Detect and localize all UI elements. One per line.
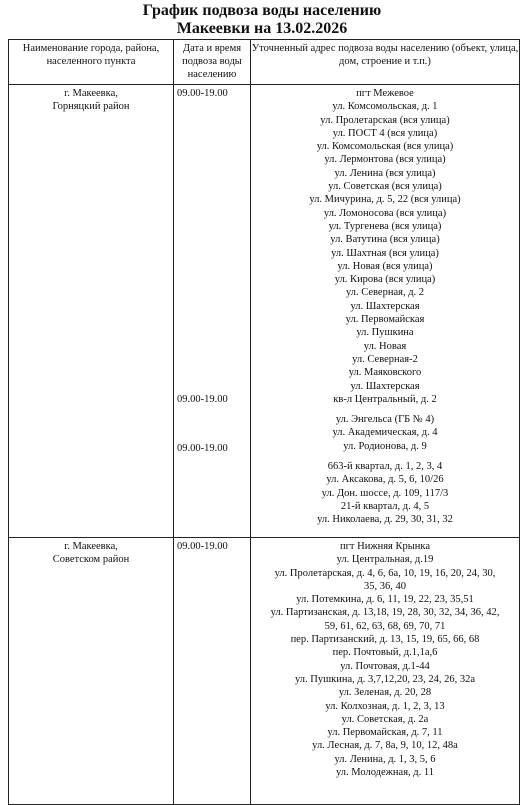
address-line: 21-й квартал, д. 4, 5 — [340, 500, 430, 512]
address-line: ул. Шахтная (вся улица) — [331, 247, 439, 259]
address-group — [251, 540, 519, 779]
address-line: ул. Советская, д. 2а — [341, 713, 429, 725]
address-line: ул. Ватутина (вся улица) — [330, 234, 440, 246]
address-line: 59, 61, 62, 63, 68, 69, 70, 71 — [324, 620, 446, 632]
address-line: ул. Пролетарская, д. 4, 6, 6а, 10, 19, 16, 20, 24, 30, — [274, 567, 496, 579]
city-cell — [9, 85, 174, 538]
group-gap — [251, 453, 519, 460]
table-row — [9, 85, 520, 538]
district-line: Советском район — [52, 554, 130, 566]
city-line: г. Макеевка, — [64, 88, 118, 99]
address-line: ул. Партизанская, д. 13,18, 19, 28, 30, 32, 34, 36, 42, — [270, 607, 500, 619]
address-line: ул. Маяковского — [348, 367, 422, 379]
time-cell — [174, 85, 251, 538]
address-line: 663-й квартал, д. 1, 2, 3, 4 — [327, 461, 443, 473]
address-line: ул. Северная, д. 2 — [345, 287, 425, 299]
column-header-time: Дата и время подвоза воды населению — [174, 40, 251, 85]
address-line: ул. Родионова, д. 9 — [343, 440, 427, 452]
address-line: ул. Первомайская, д. 7, 11 — [327, 727, 443, 739]
address-line: ул. Энгельса (ГБ № 4) — [335, 414, 435, 426]
table-row — [9, 538, 520, 805]
address-line: пер. Партизанский, д. 13, 15, 19, 65, 66, 68 — [290, 634, 480, 646]
address-line: ул. Дон. шоссе, д. 109, 117/3 — [321, 487, 449, 499]
water-schedule-table — [8, 39, 520, 805]
column-header-city: Наименование города, района, населенного пункта — [9, 40, 174, 85]
address-line: пер. Почтовый, д.1,1а,6 — [332, 647, 438, 659]
address-line: ул. Северная-2 — [352, 353, 418, 365]
time-value: 09.00-19.00 — [177, 394, 228, 406]
column-header-address: Уточненный адрес подвоза воды населению (объект, улица, дом, строение и т.п.) — [251, 40, 520, 85]
address-line: ул. Первомайская — [345, 314, 425, 326]
address-group — [251, 87, 519, 406]
address-line: ул. Шахтерская — [350, 380, 420, 392]
district-line: Горняцкий район — [52, 101, 130, 113]
address-line: ул. Пушкина, д. 3,7,12,20, 23, 24, 26, 32а — [294, 673, 476, 685]
address-line: ул. Новая (вся улица) — [337, 260, 433, 272]
address-line: кв-л Центральный, д. 2 — [333, 393, 437, 405]
address-line: ул. Николаева, д. 29, 30, 31, 32 — [317, 514, 453, 526]
address-group — [251, 460, 519, 526]
address-line: ул. Мичурина, д. 5, 22 (вся улица) — [309, 194, 461, 206]
address-line: ул. Шахтерская — [350, 300, 420, 312]
address-line: ул. Пушкина — [356, 327, 414, 339]
address-line: ул. Тургенева (вся улица) — [328, 220, 442, 232]
address-line: ул. Лермонтова (вся улица) — [324, 154, 446, 166]
group-gap — [251, 406, 519, 413]
address-line: ул. Ленина (вся улица) — [334, 167, 436, 179]
address-line: ул. Почтовая, д.1-44 — [340, 660, 430, 672]
address-line: ул. Центральная, д.19 — [336, 554, 434, 566]
address-line: 35, 36, 40 — [364, 580, 406, 592]
address-cell — [251, 85, 520, 538]
address-line: пгт Межевое — [356, 88, 414, 99]
address-line: ул. ПОСТ 4 (вся улица) — [332, 127, 438, 139]
address-line: ул. Потемкина, д. 6, 11, 19, 22, 23, 35,51 — [296, 594, 474, 606]
table-header-row — [9, 40, 520, 85]
address-line: ул. Комсомольская (вся улица) — [316, 141, 454, 153]
address-line: ул. Молодежная, д. 11 — [336, 767, 434, 779]
address-line: ул. Академическая, д. 4 — [332, 427, 438, 439]
address-line: ул. Комсомольская, д. 1 — [332, 101, 438, 113]
address-line: ул. Ломоносова (вся улица) — [323, 207, 447, 219]
address-line: ул. Ленина, д. 1, 3, 5, 6 — [334, 753, 436, 765]
address-line: ул. Советская (вся улица) — [328, 181, 442, 193]
time-spacer — [177, 407, 250, 442]
address-line: ул. Лесная, д. 7, 8а, 9, 10, 12, 48а — [312, 740, 458, 752]
city-line: г. Макеевка, — [64, 541, 118, 552]
address-group — [251, 413, 519, 453]
time-cell — [174, 538, 251, 805]
address-line: ул. Аксакова, д. 5, 6, 10/26 — [326, 474, 444, 486]
time-spacer — [177, 100, 250, 393]
address-line: ул. Кирова (вся улица) — [334, 274, 436, 286]
time-value: 09.00-19.00 — [177, 541, 228, 552]
address-cell — [251, 538, 520, 805]
address-line: ул. Колхозная, д. 1, 2, 3, 13 — [325, 700, 445, 712]
address-line: пгт Нижняя Крынка — [339, 541, 431, 552]
time-value: 09.00-19.00 — [177, 88, 228, 99]
address-line: ул. Пролетарская (вся улица) — [320, 114, 450, 126]
address-line: ул. Зеленая, д. 20, 28 — [338, 687, 432, 699]
time-value: 09.00-19.00 — [177, 442, 228, 454]
address-line: ул. Новая — [363, 340, 407, 352]
document-subtitle-date: Макеевки на 13.02.2026 — [176, 20, 348, 37]
city-cell — [9, 538, 174, 805]
document-title: График подвоза воды населению — [142, 2, 382, 19]
